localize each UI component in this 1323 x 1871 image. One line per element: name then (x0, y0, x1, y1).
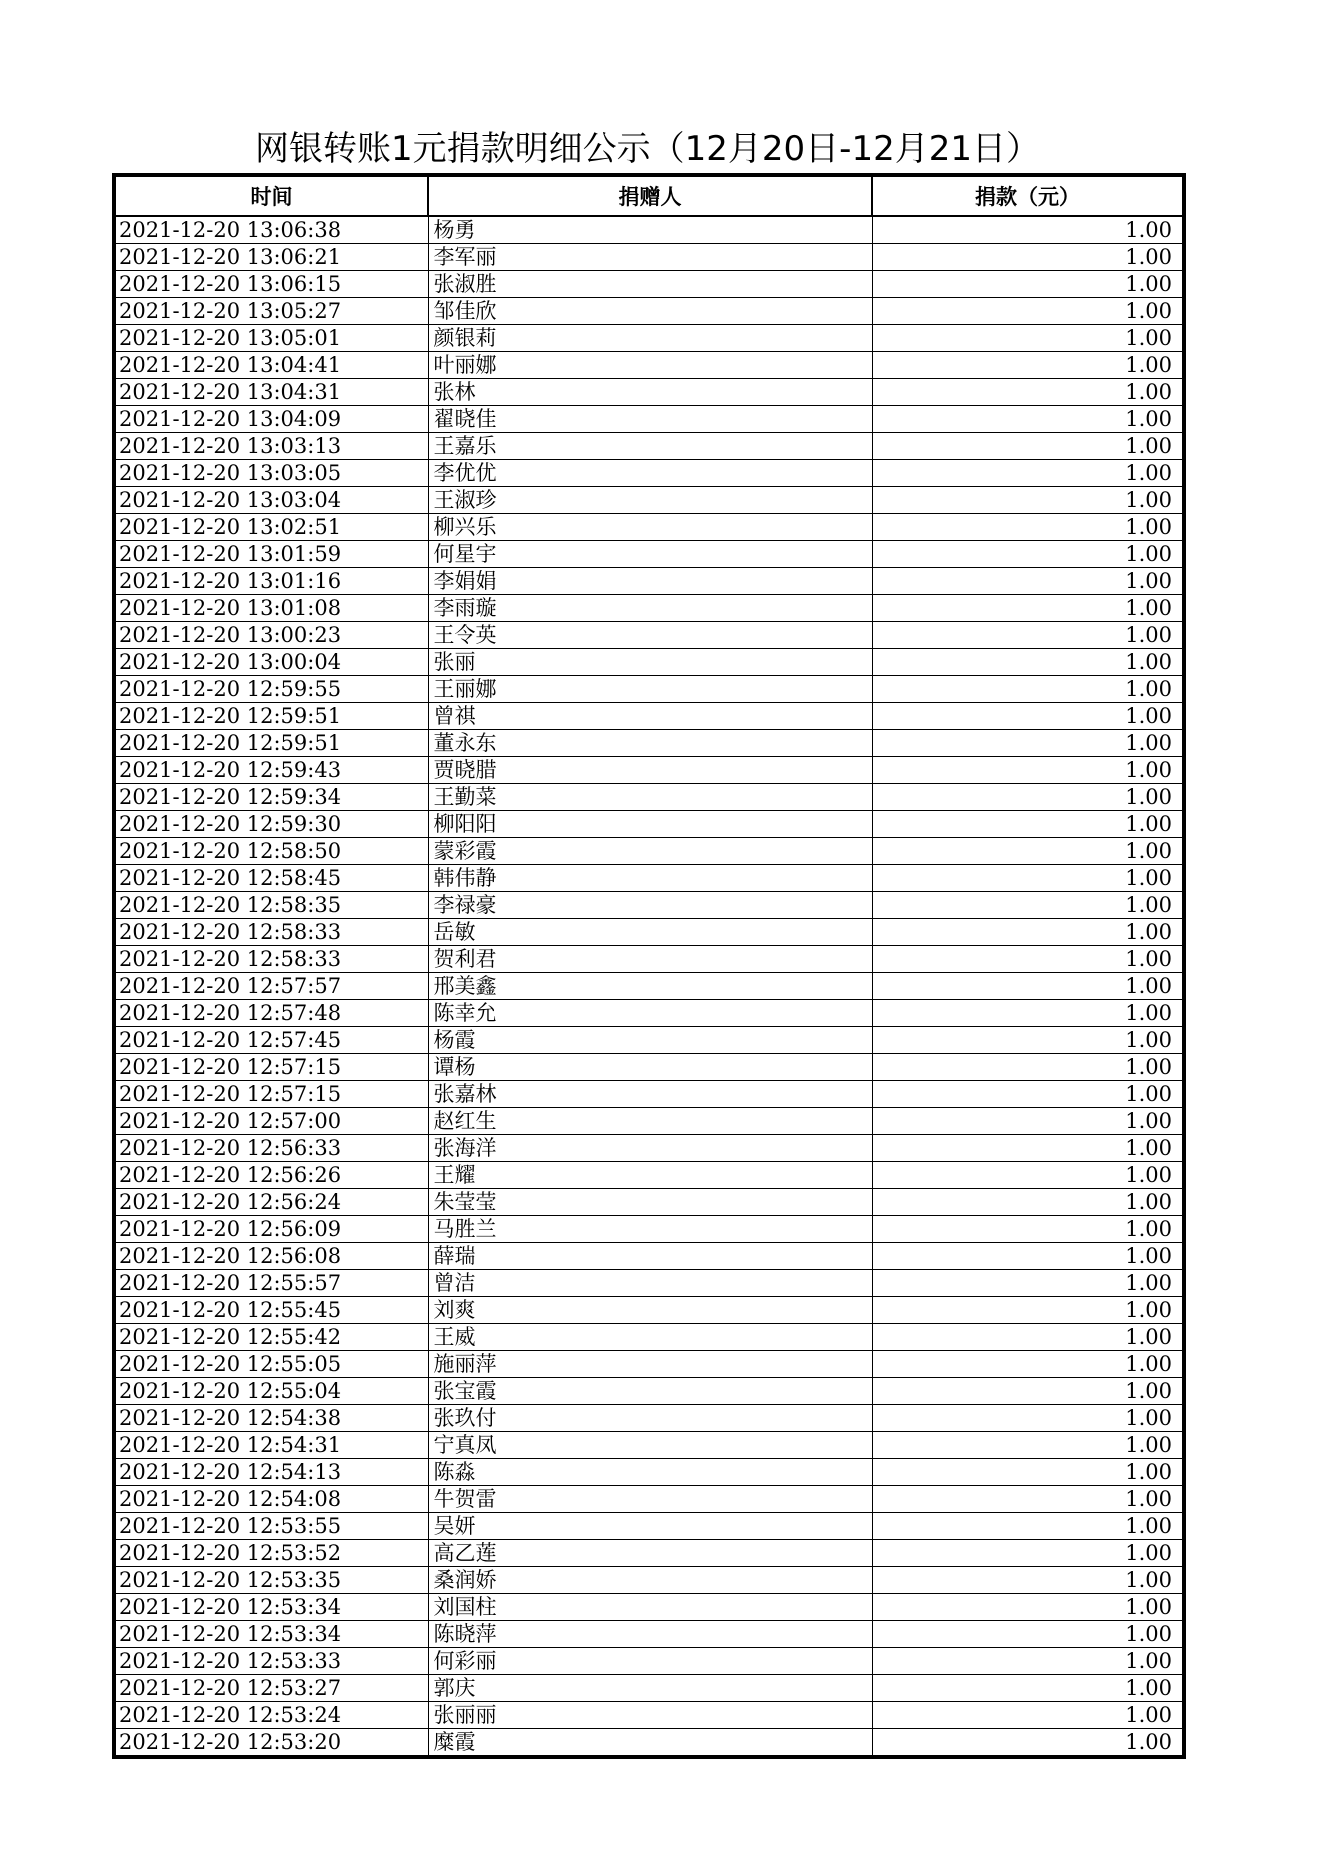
donation-time-cell: 2021-12-20 12:53:34 (115, 1594, 428, 1621)
donation-time-cell: 2021-12-20 12:57:00 (115, 1108, 428, 1135)
donation-time-cell: 2021-12-20 12:58:50 (115, 838, 428, 865)
donor-name-cell: 叶丽娜 (428, 352, 872, 379)
donor-name-cell: 王嘉乐 (428, 433, 872, 460)
donation-amount-cell: 1.00 (872, 541, 1183, 568)
donation-amount-cell: 1.00 (872, 892, 1183, 919)
donation-amount-cell: 1.00 (872, 406, 1183, 433)
table-row (115, 1567, 1183, 1594)
donation-amount-cell: 1.00 (872, 1081, 1183, 1108)
donor-name-cell: 杨勇 (428, 216, 872, 244)
donation-time-cell: 2021-12-20 13:05:01 (115, 325, 428, 352)
donor-name-cell: 李雨璇 (428, 595, 872, 622)
donor-name-cell: 董永东 (428, 730, 872, 757)
donor-name-cell: 吴妍 (428, 1513, 872, 1540)
donor-name-cell: 贾晓腊 (428, 757, 872, 784)
donor-name-cell: 桑润娇 (428, 1567, 872, 1594)
donation-time-cell: 2021-12-20 12:55:57 (115, 1270, 428, 1297)
table-row (115, 1054, 1183, 1081)
table-row (115, 541, 1183, 568)
table-row (115, 271, 1183, 298)
column-header-amount: 捐款（元） (872, 176, 1183, 216)
donation-time-cell: 2021-12-20 13:06:21 (115, 244, 428, 271)
donor-name-cell: 张海洋 (428, 1135, 872, 1162)
donor-name-cell: 李军丽 (428, 244, 872, 271)
donation-time-cell: 2021-12-20 13:06:15 (115, 271, 428, 298)
donation-amount-cell: 1.00 (872, 1567, 1183, 1594)
donation-amount-cell: 1.00 (872, 1405, 1183, 1432)
table-row (115, 1000, 1183, 1027)
donation-time-cell: 2021-12-20 12:59:30 (115, 811, 428, 838)
table-row (115, 1324, 1183, 1351)
donor-name-cell: 马胜兰 (428, 1216, 872, 1243)
donation-time-cell: 2021-12-20 12:59:34 (115, 784, 428, 811)
donor-name-cell: 高乙莲 (428, 1540, 872, 1567)
donation-time-cell: 2021-12-20 13:00:04 (115, 649, 428, 676)
donor-name-cell: 糜霞 (428, 1729, 872, 1757)
donation-time-cell: 2021-12-20 13:02:51 (115, 514, 428, 541)
donation-time-cell: 2021-12-20 12:55:42 (115, 1324, 428, 1351)
donation-amount-cell: 1.00 (872, 487, 1183, 514)
donation-amount-cell: 1.00 (872, 1486, 1183, 1513)
table-row (115, 892, 1183, 919)
table-row (115, 973, 1183, 1000)
table-row (115, 1162, 1183, 1189)
table-row (115, 568, 1183, 595)
donation-amount-cell: 1.00 (872, 946, 1183, 973)
donor-name-cell: 翟晓佳 (428, 406, 872, 433)
table-row (115, 676, 1183, 703)
donor-name-cell: 王威 (428, 1324, 872, 1351)
donor-name-cell: 赵红生 (428, 1108, 872, 1135)
table-row (115, 730, 1183, 757)
donation-time-cell: 2021-12-20 13:03:13 (115, 433, 428, 460)
donor-name-cell: 岳敏 (428, 919, 872, 946)
table-row (115, 1351, 1183, 1378)
donation-time-cell: 2021-12-20 12:53:20 (115, 1729, 428, 1757)
table-row (115, 406, 1183, 433)
table-row (115, 1270, 1183, 1297)
table-row (115, 784, 1183, 811)
table-row (115, 1621, 1183, 1648)
table-row (115, 487, 1183, 514)
table-row (115, 1513, 1183, 1540)
donor-name-cell: 张淑胜 (428, 271, 872, 298)
donation-time-cell: 2021-12-20 12:53:24 (115, 1702, 428, 1729)
table-row (115, 1135, 1183, 1162)
donor-name-cell: 王丽娜 (428, 676, 872, 703)
donation-time-cell: 2021-12-20 12:56:08 (115, 1243, 428, 1270)
table-row (115, 1540, 1183, 1567)
donation-time-cell: 2021-12-20 12:57:15 (115, 1081, 428, 1108)
donation-time-cell: 2021-12-20 12:53:34 (115, 1621, 428, 1648)
donor-name-cell: 王淑珍 (428, 487, 872, 514)
donation-amount-cell: 1.00 (872, 1702, 1183, 1729)
donation-time-cell: 2021-12-20 12:58:33 (115, 919, 428, 946)
donation-amount-cell: 1.00 (872, 1729, 1183, 1757)
donor-name-cell: 张玖付 (428, 1405, 872, 1432)
donor-name-cell: 张丽丽 (428, 1702, 872, 1729)
donation-amount-cell: 1.00 (872, 1243, 1183, 1270)
donation-time-cell: 2021-12-20 12:53:27 (115, 1675, 428, 1702)
donation-time-cell: 2021-12-20 12:56:24 (115, 1189, 428, 1216)
donation-time-cell: 2021-12-20 12:58:45 (115, 865, 428, 892)
table-row (115, 1216, 1183, 1243)
table-row (115, 1378, 1183, 1405)
donor-name-cell: 贺利君 (428, 946, 872, 973)
donation-amount-cell: 1.00 (872, 1648, 1183, 1675)
table-row (115, 595, 1183, 622)
donation-amount-cell: 1.00 (872, 1324, 1183, 1351)
table-row (115, 1297, 1183, 1324)
donation-amount-cell: 1.00 (872, 514, 1183, 541)
table-row (115, 1729, 1183, 1757)
column-header-donor: 捐赠人 (428, 176, 872, 216)
donor-name-cell: 何星宇 (428, 541, 872, 568)
donation-time-cell: 2021-12-20 12:54:08 (115, 1486, 428, 1513)
donation-amount-cell: 1.00 (872, 1000, 1183, 1027)
table-row (115, 1594, 1183, 1621)
donation-time-cell: 2021-12-20 13:03:04 (115, 487, 428, 514)
donation-time-cell: 2021-12-20 13:01:59 (115, 541, 428, 568)
donation-amount-cell: 1.00 (872, 379, 1183, 406)
donor-name-cell: 王勤菜 (428, 784, 872, 811)
donation-amount-cell: 1.00 (872, 1189, 1183, 1216)
donor-name-cell: 宁真凤 (428, 1432, 872, 1459)
table-row (115, 811, 1183, 838)
donation-time-cell: 2021-12-20 12:57:15 (115, 1054, 428, 1081)
donation-amount-cell: 1.00 (872, 730, 1183, 757)
donation-amount-cell: 1.00 (872, 784, 1183, 811)
column-header-time: 时间 (115, 176, 428, 216)
donation-amount-cell: 1.00 (872, 676, 1183, 703)
table-row (115, 244, 1183, 271)
donation-amount-cell: 1.00 (872, 271, 1183, 298)
table-row (115, 649, 1183, 676)
donor-name-cell: 杨霞 (428, 1027, 872, 1054)
donor-name-cell: 牛贺雷 (428, 1486, 872, 1513)
donation-time-cell: 2021-12-20 12:53:35 (115, 1567, 428, 1594)
donation-time-cell: 2021-12-20 12:59:43 (115, 757, 428, 784)
donation-amount-cell: 1.00 (872, 1351, 1183, 1378)
table-body (115, 216, 1183, 1756)
donor-name-cell: 王令英 (428, 622, 872, 649)
donation-amount-cell: 1.00 (872, 757, 1183, 784)
donor-name-cell: 何彩丽 (428, 1648, 872, 1675)
donation-amount-cell: 1.00 (872, 1135, 1183, 1162)
table-row (115, 1459, 1183, 1486)
donation-amount-cell: 1.00 (872, 703, 1183, 730)
donation-amount-cell: 1.00 (872, 325, 1183, 352)
table-row (115, 703, 1183, 730)
table-row (115, 946, 1183, 973)
table-row (115, 298, 1183, 325)
table-row (115, 379, 1183, 406)
donor-name-cell: 李禄豪 (428, 892, 872, 919)
donation-amount-cell: 1.00 (872, 1675, 1183, 1702)
donation-time-cell: 2021-12-20 12:54:13 (115, 1459, 428, 1486)
donor-name-cell: 施丽萍 (428, 1351, 872, 1378)
donation-time-cell: 2021-12-20 12:59:55 (115, 676, 428, 703)
donor-name-cell: 李娟娟 (428, 568, 872, 595)
table-row (115, 919, 1183, 946)
table-row (115, 1405, 1183, 1432)
donation-amount-cell: 1.00 (872, 433, 1183, 460)
page-title: 网银转账1元捐款明细公示（12月20日-12月21日） (255, 129, 1040, 169)
table-row (115, 1648, 1183, 1675)
donor-name-cell: 张嘉林 (428, 1081, 872, 1108)
table-row (115, 1486, 1183, 1513)
donation-amount-cell: 1.00 (872, 216, 1183, 244)
donor-name-cell: 韩伟静 (428, 865, 872, 892)
donation-time-cell: 2021-12-20 12:58:35 (115, 892, 428, 919)
donation-time-cell: 2021-12-20 12:59:51 (115, 703, 428, 730)
donation-amount-cell: 1.00 (872, 1216, 1183, 1243)
table-row (115, 325, 1183, 352)
donor-name-cell: 张林 (428, 379, 872, 406)
table-row (115, 1243, 1183, 1270)
donor-name-cell: 陈幸允 (428, 1000, 872, 1027)
table-row (115, 1081, 1183, 1108)
donation-time-cell: 2021-12-20 13:03:05 (115, 460, 428, 487)
donation-amount-cell: 1.00 (872, 919, 1183, 946)
donation-amount-cell: 1.00 (872, 1297, 1183, 1324)
donation-amount-cell: 1.00 (872, 1270, 1183, 1297)
donor-name-cell: 邹佳欣 (428, 298, 872, 325)
donation-time-cell: 2021-12-20 12:54:31 (115, 1432, 428, 1459)
donation-time-cell: 2021-12-20 12:55:45 (115, 1297, 428, 1324)
donor-name-cell: 刘国柱 (428, 1594, 872, 1621)
donor-name-cell: 李优优 (428, 460, 872, 487)
donation-time-cell: 2021-12-20 12:58:33 (115, 946, 428, 973)
table-row (115, 1027, 1183, 1054)
donation-time-cell: 2021-12-20 12:56:09 (115, 1216, 428, 1243)
donation-amount-cell: 1.00 (872, 1027, 1183, 1054)
donor-name-cell: 陈淼 (428, 1459, 872, 1486)
donation-table (114, 175, 1184, 1757)
donation-time-cell: 2021-12-20 13:01:08 (115, 595, 428, 622)
donor-name-cell: 曾洁 (428, 1270, 872, 1297)
donation-time-cell: 2021-12-20 12:55:05 (115, 1351, 428, 1378)
donor-name-cell: 张宝霞 (428, 1378, 872, 1405)
donation-amount-cell: 1.00 (872, 1162, 1183, 1189)
table-row (115, 757, 1183, 784)
donor-name-cell: 陈晓萍 (428, 1621, 872, 1648)
table-row (115, 1189, 1183, 1216)
donor-name-cell: 朱莹莹 (428, 1189, 872, 1216)
table-row (115, 865, 1183, 892)
donation-amount-cell: 1.00 (872, 595, 1183, 622)
donor-name-cell: 薛瑞 (428, 1243, 872, 1270)
donor-name-cell: 邢美鑫 (428, 973, 872, 1000)
donation-time-cell: 2021-12-20 12:59:51 (115, 730, 428, 757)
donation-time-cell: 2021-12-20 13:00:23 (115, 622, 428, 649)
donation-amount-cell: 1.00 (872, 811, 1183, 838)
donation-time-cell: 2021-12-20 13:06:38 (115, 216, 428, 244)
donor-name-cell: 谭杨 (428, 1054, 872, 1081)
table-row (115, 433, 1183, 460)
donation-time-cell: 2021-12-20 13:01:16 (115, 568, 428, 595)
donation-amount-cell: 1.00 (872, 649, 1183, 676)
table-row (115, 514, 1183, 541)
donation-time-cell: 2021-12-20 12:56:33 (115, 1135, 428, 1162)
donation-amount-cell: 1.00 (872, 460, 1183, 487)
donation-time-cell: 2021-12-20 12:53:52 (115, 1540, 428, 1567)
table-row (115, 622, 1183, 649)
donor-name-cell: 曾祺 (428, 703, 872, 730)
donation-time-cell: 2021-12-20 13:04:09 (115, 406, 428, 433)
donation-time-cell: 2021-12-20 12:57:57 (115, 973, 428, 1000)
donation-amount-cell: 1.00 (872, 1054, 1183, 1081)
donation-amount-cell: 1.00 (872, 1459, 1183, 1486)
donation-time-cell: 2021-12-20 13:04:41 (115, 352, 428, 379)
donor-name-cell: 刘爽 (428, 1297, 872, 1324)
donation-amount-cell: 1.00 (872, 298, 1183, 325)
donor-name-cell: 柳兴乐 (428, 514, 872, 541)
donation-amount-cell: 1.00 (872, 244, 1183, 271)
donation-amount-cell: 1.00 (872, 352, 1183, 379)
donation-amount-cell: 1.00 (872, 865, 1183, 892)
donation-amount-cell: 1.00 (872, 838, 1183, 865)
donor-name-cell: 郭庆 (428, 1675, 872, 1702)
donation-time-cell: 2021-12-20 12:57:48 (115, 1000, 428, 1027)
donation-amount-cell: 1.00 (872, 1594, 1183, 1621)
table-row (115, 460, 1183, 487)
donation-time-cell: 2021-12-20 12:54:38 (115, 1405, 428, 1432)
donation-time-cell: 2021-12-20 13:04:31 (115, 379, 428, 406)
donor-name-cell: 柳阳阳 (428, 811, 872, 838)
donation-amount-cell: 1.00 (872, 1378, 1183, 1405)
table-row (115, 352, 1183, 379)
table-row (115, 216, 1183, 244)
donor-name-cell: 颜银莉 (428, 325, 872, 352)
table-row (115, 1432, 1183, 1459)
table-row (115, 1108, 1183, 1135)
donation-time-cell: 2021-12-20 13:05:27 (115, 298, 428, 325)
table-row (115, 1675, 1183, 1702)
donation-time-cell: 2021-12-20 12:56:26 (115, 1162, 428, 1189)
donation-amount-cell: 1.00 (872, 568, 1183, 595)
donor-name-cell: 蒙彩霞 (428, 838, 872, 865)
donation-amount-cell: 1.00 (872, 1108, 1183, 1135)
donation-amount-cell: 1.00 (872, 1513, 1183, 1540)
table-row (115, 1702, 1183, 1729)
header-row (115, 176, 1183, 216)
donation-time-cell: 2021-12-20 12:53:55 (115, 1513, 428, 1540)
donation-amount-cell: 1.00 (872, 622, 1183, 649)
donation-time-cell: 2021-12-20 12:55:04 (115, 1378, 428, 1405)
donor-name-cell: 王耀 (428, 1162, 872, 1189)
donation-time-cell: 2021-12-20 12:57:45 (115, 1027, 428, 1054)
donation-amount-cell: 1.00 (872, 1432, 1183, 1459)
donation-amount-cell: 1.00 (872, 1540, 1183, 1567)
donation-amount-cell: 1.00 (872, 1621, 1183, 1648)
donor-name-cell: 张丽 (428, 649, 872, 676)
donation-amount-cell: 1.00 (872, 973, 1183, 1000)
donation-time-cell: 2021-12-20 12:53:33 (115, 1648, 428, 1675)
table-row (115, 838, 1183, 865)
